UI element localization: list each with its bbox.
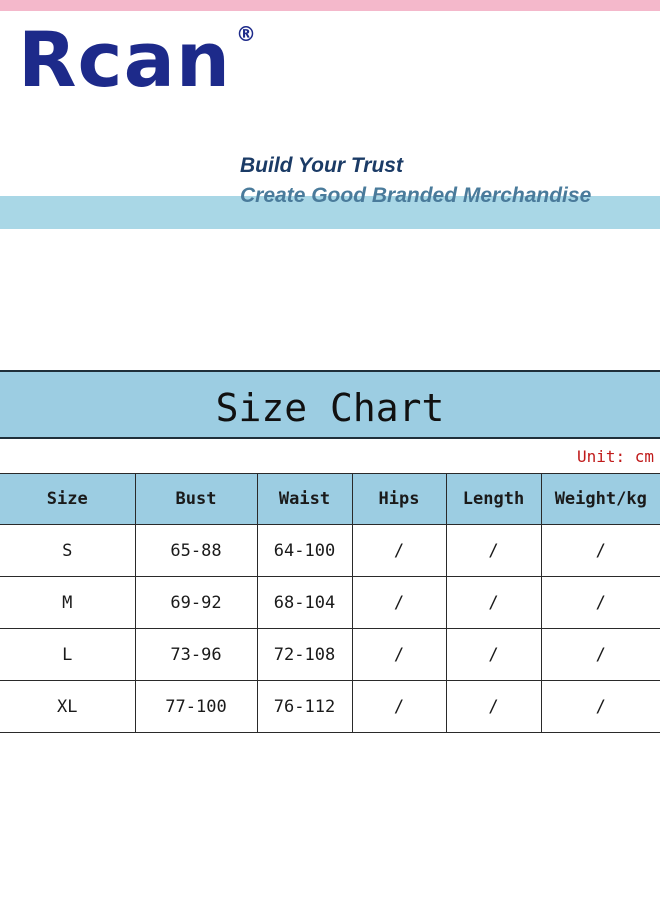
cell-weight: / (541, 577, 660, 629)
slogan-line-2: Create Good Branded Merchandise (240, 184, 592, 207)
size-table (0, 473, 660, 733)
table-header-row (0, 474, 660, 525)
cell-weight: / (541, 681, 660, 733)
cell-weight: / (541, 525, 660, 577)
brand-logo (18, 15, 231, 104)
col-header-waist: Waist (257, 474, 352, 525)
col-header-length: Length (446, 474, 541, 525)
cell-length: / (446, 525, 541, 577)
cell-weight: / (541, 629, 660, 681)
cell-waist: 64-100 (257, 525, 352, 577)
cell-waist: 68-104 (257, 577, 352, 629)
cell-size: XL (0, 681, 135, 733)
cell-size: S (0, 525, 135, 577)
unit-label: Unit: cm (576, 447, 654, 466)
cell-length: / (446, 629, 541, 681)
cell-hips: / (352, 681, 446, 733)
size-chart-title: Size Chart (215, 386, 445, 430)
cell-hips: / (352, 577, 446, 629)
cell-waist: 76-112 (257, 681, 352, 733)
top-stripe (0, 0, 660, 11)
cell-waist: 72-108 (257, 629, 352, 681)
col-header-hips: Hips (352, 474, 446, 525)
table-row (0, 629, 660, 681)
cell-bust: 69-92 (135, 577, 257, 629)
cell-length: / (446, 681, 541, 733)
col-header-size: Size (0, 474, 135, 525)
cell-bust: 73-96 (135, 629, 257, 681)
table-row (0, 577, 660, 629)
logo-text: Rcan (18, 15, 231, 104)
slogan-line-1: Build Your Trust (240, 154, 403, 177)
cell-size: L (0, 629, 135, 681)
table-row (0, 525, 660, 577)
cell-hips: / (352, 629, 446, 681)
cell-length: / (446, 577, 541, 629)
col-header-weight: Weight/kg (541, 474, 660, 525)
cell-bust: 65-88 (135, 525, 257, 577)
cell-hips: / (352, 525, 446, 577)
registered-mark: ® (236, 22, 256, 46)
cell-bust: 77-100 (135, 681, 257, 733)
col-header-bust: Bust (135, 474, 257, 525)
size-chart-title-band (0, 370, 660, 439)
table-row (0, 681, 660, 733)
cell-size: M (0, 577, 135, 629)
